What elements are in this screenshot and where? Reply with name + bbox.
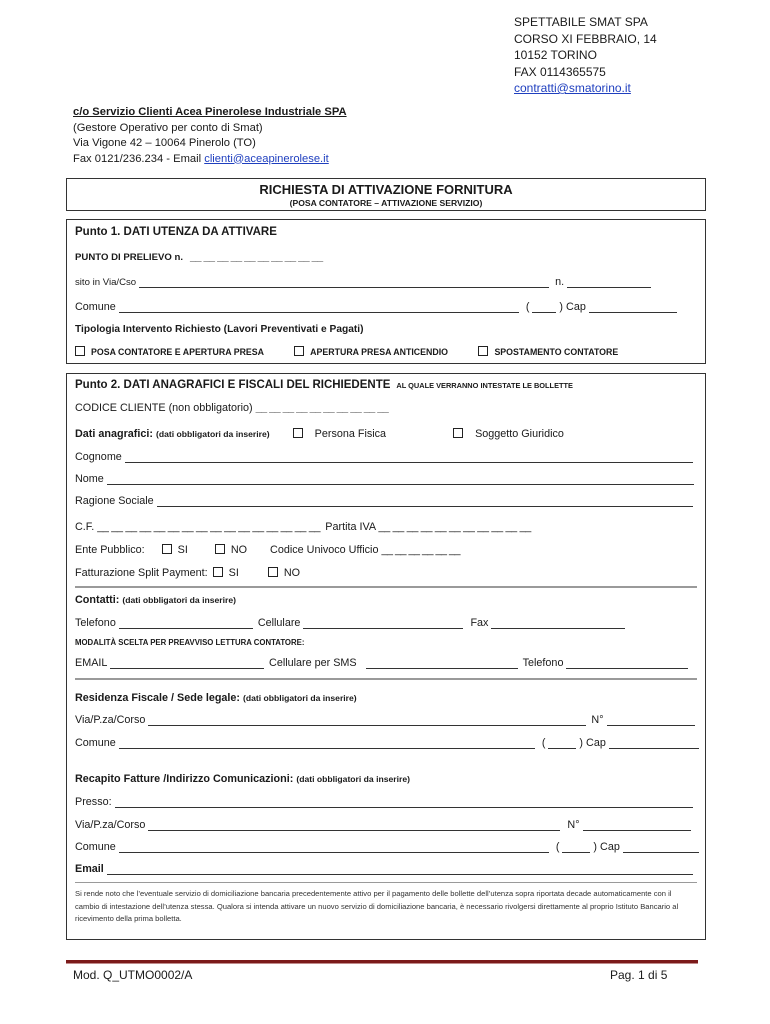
residenza-cap-field[interactable] bbox=[609, 737, 699, 749]
co-fax: Fax 0121/236.234 - Email bbox=[73, 152, 205, 165]
cell-sms-label: Cellulare per SMS bbox=[269, 657, 357, 669]
residenza-comune-row bbox=[75, 737, 699, 749]
punto2-heading: Punto 2. DATI ANAGRAFICI E FISCALI DEL RICHIEDENTE bbox=[75, 379, 391, 391]
telefono-field[interactable] bbox=[119, 617, 253, 629]
cognome-label: Cognome bbox=[75, 451, 122, 463]
residenza-prov-field[interactable] bbox=[548, 737, 576, 749]
recapito-email-row bbox=[75, 863, 693, 875]
residenza-via-row bbox=[75, 714, 695, 726]
recapito-num-label: N° bbox=[567, 819, 580, 831]
checkbox-spostamento[interactable] bbox=[478, 346, 488, 356]
cap-label: ) Cap bbox=[559, 301, 586, 313]
co-address bbox=[73, 105, 347, 167]
divider bbox=[75, 882, 697, 883]
email-preavviso-label: EMAIL bbox=[75, 657, 108, 669]
ragione-sociale-field[interactable] bbox=[157, 495, 693, 507]
recapito-prov-field[interactable] bbox=[562, 841, 590, 853]
email-preavviso-field[interactable] bbox=[110, 657, 264, 669]
codice-cliente-label: CODICE CLIENTE (non obbligatorio) bbox=[75, 402, 253, 414]
footer-rule bbox=[66, 960, 698, 964]
codice-univoco-label: Codice Univoco Ufficio bbox=[270, 544, 379, 556]
residenza-num-field[interactable] bbox=[607, 714, 695, 726]
recapito-cap-field[interactable] bbox=[623, 841, 699, 853]
fax-label: Fax bbox=[470, 617, 489, 629]
cognome-row bbox=[75, 451, 693, 463]
divider bbox=[75, 586, 697, 588]
recapito-comune-label: Comune bbox=[75, 841, 116, 853]
punto2-heading-note: AL QUALE VERRANNO INTESTATE LE BOLLETTE bbox=[396, 381, 573, 390]
ragione-sociale-row bbox=[75, 495, 693, 507]
residenza-via-field[interactable] bbox=[148, 714, 586, 726]
ente-no-option[interactable] bbox=[215, 544, 247, 556]
option-persona-fisica[interactable] bbox=[293, 428, 386, 440]
split-no-label: NO bbox=[283, 567, 301, 579]
comune-row bbox=[75, 301, 677, 313]
dati-anagrafici-label: Dati anagrafici: bbox=[75, 428, 153, 440]
sito-field[interactable] bbox=[139, 276, 549, 288]
residenza-num-label: N° bbox=[591, 714, 604, 726]
preavviso-row bbox=[75, 657, 688, 669]
sito-n-field[interactable] bbox=[567, 276, 651, 288]
dati-anagrafici-note: (dati obbligatori da inserire) bbox=[156, 429, 270, 439]
codice-cliente-row bbox=[75, 402, 388, 414]
document-title: RICHIESTA DI ATTIVAZIONE FORNITURA bbox=[259, 182, 513, 197]
modalita-label: MODALITÀ SCELTA PER PREAVVISO LETTURA CONTATORE: bbox=[75, 638, 305, 647]
persona-fisica-label: Persona Fisica bbox=[314, 428, 387, 440]
prelievo-field[interactable]: __ __ __ __ __ __ __ __ __ __ bbox=[190, 251, 323, 263]
residenza-row bbox=[75, 692, 357, 704]
presso-field[interactable] bbox=[115, 796, 693, 808]
comune-label: Comune bbox=[75, 301, 116, 313]
ente-si-option[interactable] bbox=[162, 544, 188, 556]
checkbox-soggetto-giuridico[interactable] bbox=[453, 428, 463, 438]
codice-cliente-field[interactable]: __ __ __ __ __ __ __ __ __ __ bbox=[255, 402, 389, 414]
punto2-heading-row bbox=[75, 379, 573, 391]
recapito-via-label: Via/P.za/Corso bbox=[75, 819, 146, 831]
recapito-via-row bbox=[75, 819, 691, 831]
option-anticendio-label: APERTURA PRESA ANTICENDIO bbox=[310, 347, 448, 357]
title-box bbox=[66, 178, 706, 211]
co-heading: c/o Servizio Clienti Acea Pinerolese Industriale SPA bbox=[73, 106, 347, 118]
split-si-option[interactable] bbox=[213, 567, 239, 579]
ente-pubblico-label: Ente Pubblico: bbox=[75, 544, 145, 556]
recipient-line-3: 10152 TORINO bbox=[514, 48, 597, 62]
sito-row bbox=[75, 276, 651, 288]
nome-field[interactable] bbox=[107, 473, 694, 485]
split-payment-row bbox=[75, 567, 300, 579]
tipologia-options bbox=[75, 346, 618, 357]
checkbox-anticendio[interactable] bbox=[294, 346, 304, 356]
cell-sms-field[interactable] bbox=[366, 657, 518, 669]
domiciliazione-note: Si rende noto che l’eventuale servizio di domiciliazione bancaria precedentemente attivo per il pagamento delle bollette dell’utenza sopra riportata decade automaticamente con il cambio di intestazione dell’utenza stessa. Qualora si intenda attivare un nuovo servizio di domiciliazione bancaria, è necessario rivolgersi direttamente al proprio Istituto Bancario al ricevimento della prima bolletta. bbox=[75, 889, 679, 923]
section-punto-2 bbox=[66, 373, 706, 940]
comune-field[interactable] bbox=[119, 301, 519, 313]
prelievo-label: PUNTO DI PRELIEVO n. bbox=[75, 252, 184, 263]
recapito-cap-label: ) Cap bbox=[593, 841, 620, 853]
prelievo-row bbox=[75, 251, 323, 263]
recipient-line-4: FAX 0114365575 bbox=[514, 64, 606, 79]
checkbox-split-no[interactable] bbox=[268, 567, 278, 577]
telefono-preavviso-field[interactable] bbox=[566, 657, 688, 669]
telefono-row bbox=[75, 617, 625, 629]
soggetto-giuridico-label: Soggetto Giuridico bbox=[475, 428, 564, 440]
residenza-label: Residenza Fiscale / Sede legale: bbox=[75, 692, 241, 704]
section-punto-1 bbox=[66, 219, 706, 364]
cellulare-label: Cellulare bbox=[257, 617, 301, 629]
residenza-note: (dati obbligatori da inserire) bbox=[243, 693, 357, 703]
residenza-comune-field[interactable] bbox=[119, 737, 535, 749]
checkbox-split-si[interactable] bbox=[213, 567, 223, 577]
recapito-email-label: Email bbox=[75, 863, 104, 875]
recipient-address bbox=[514, 14, 657, 97]
partita-iva-field[interactable]: __ __ __ __ __ __ __ __ __ __ __ bbox=[378, 521, 531, 533]
cap-field[interactable] bbox=[589, 301, 677, 313]
prov-open: ( bbox=[525, 301, 530, 313]
form-code: Mod. Q_UTMO0002/A bbox=[73, 968, 193, 982]
cf-piva-row bbox=[75, 521, 531, 533]
cognome-field[interactable] bbox=[125, 451, 693, 463]
recapito-via-field[interactable] bbox=[148, 819, 560, 831]
residenza-cap-label: ) Cap bbox=[579, 737, 606, 749]
telefono-label: Telefono bbox=[75, 617, 116, 629]
co-line-3: Via Vigone 42 – 10064 Pinerolo (TO) bbox=[73, 137, 256, 149]
tipologia-label: Tipologia Intervento Richiesto (Lavori Preventivati e Pagati) bbox=[75, 324, 364, 335]
dati-anagrafici-row bbox=[75, 428, 564, 440]
recipient-line-1: SPETTABILE SMAT SPA bbox=[514, 15, 648, 29]
residenza-prov-open: ( bbox=[541, 737, 546, 749]
sito-n-label: n. bbox=[555, 276, 565, 288]
checkbox-ente-si[interactable] bbox=[162, 544, 172, 554]
checkbox-posa[interactable] bbox=[75, 346, 85, 356]
punto1-heading: Punto 1. DATI UTENZA DA ATTIVARE bbox=[75, 226, 277, 238]
contatti-label: Contatti: bbox=[75, 594, 120, 606]
contatti-note: (dati obbligatori da inserire) bbox=[122, 595, 237, 605]
sito-label: sito in Via/Cso bbox=[75, 277, 137, 288]
presso-label: Presso: bbox=[75, 796, 112, 808]
checkbox-persona-fisica[interactable] bbox=[293, 428, 303, 438]
recapito-row bbox=[75, 773, 410, 785]
option-spostamento-label: SPOSTAMENTO CONTATORE bbox=[494, 347, 619, 357]
option-anticendio[interactable] bbox=[294, 347, 448, 357]
option-spostamento[interactable] bbox=[478, 347, 618, 357]
split-payment-label: Fatturazione Split Payment: bbox=[75, 567, 208, 579]
checkbox-ente-no[interactable] bbox=[215, 544, 225, 554]
split-si-label: SI bbox=[228, 567, 239, 579]
co-line-2: (Gestore Operativo per conto di Smat) bbox=[73, 121, 263, 134]
residenza-comune-label: Comune bbox=[75, 737, 116, 749]
ente-no-label: NO bbox=[230, 544, 248, 556]
page-number: Pag. 1 di 5 bbox=[610, 968, 668, 982]
recapito-prov-open: ( bbox=[555, 841, 560, 853]
cellulare-field[interactable] bbox=[303, 617, 463, 629]
codice-univoco-field[interactable]: __ __ __ __ __ __ bbox=[381, 544, 461, 556]
prov-field[interactable] bbox=[532, 301, 556, 313]
presso-row bbox=[75, 796, 693, 808]
option-posa-label: POSA CONTATORE E APERTURA PRESA bbox=[91, 347, 264, 357]
nome-row bbox=[75, 473, 694, 485]
cf-label: C.F. bbox=[75, 521, 95, 533]
ente-pubblico-row bbox=[75, 544, 460, 556]
partita-iva-label: Partita IVA bbox=[325, 521, 376, 533]
telefono-preavviso-label: Telefono bbox=[522, 657, 564, 669]
split-no-option[interactable] bbox=[268, 567, 300, 579]
contatti-row bbox=[75, 594, 236, 606]
co-email-link[interactable]: clienti@aceapinerolese.it bbox=[204, 152, 329, 165]
ente-si-label: SI bbox=[177, 544, 188, 556]
recapito-email-field[interactable] bbox=[107, 863, 693, 875]
option-posa[interactable] bbox=[75, 347, 264, 357]
recapito-label: Recapito Fatture /Indirizzo Comunicazioni: bbox=[75, 773, 294, 785]
option-soggetto-giuridico[interactable] bbox=[453, 428, 564, 440]
residenza-via-label: Via/P.za/Corso bbox=[75, 714, 146, 726]
recapito-num-field[interactable] bbox=[583, 819, 691, 831]
cf-field[interactable]: __ __ __ __ __ __ __ __ __ __ __ __ __ __ __ __ bbox=[97, 521, 321, 533]
ragione-sociale-label: Ragione Sociale bbox=[75, 495, 154, 507]
recipient-email-link[interactable]: contratti@smatorino.it bbox=[514, 81, 631, 95]
recapito-note: (dati obbligatori da inserire) bbox=[296, 774, 410, 784]
recapito-comune-row bbox=[75, 841, 699, 853]
nome-label: Nome bbox=[75, 473, 104, 485]
divider bbox=[75, 678, 697, 680]
document-subtitle: (POSA CONTATORE – ATTIVAZIONE SERVIZIO) bbox=[289, 198, 483, 208]
recipient-line-2: CORSO XI FEBBRAIO, 14 bbox=[514, 31, 657, 46]
fax-field[interactable] bbox=[491, 617, 625, 629]
recapito-comune-field[interactable] bbox=[119, 841, 549, 853]
